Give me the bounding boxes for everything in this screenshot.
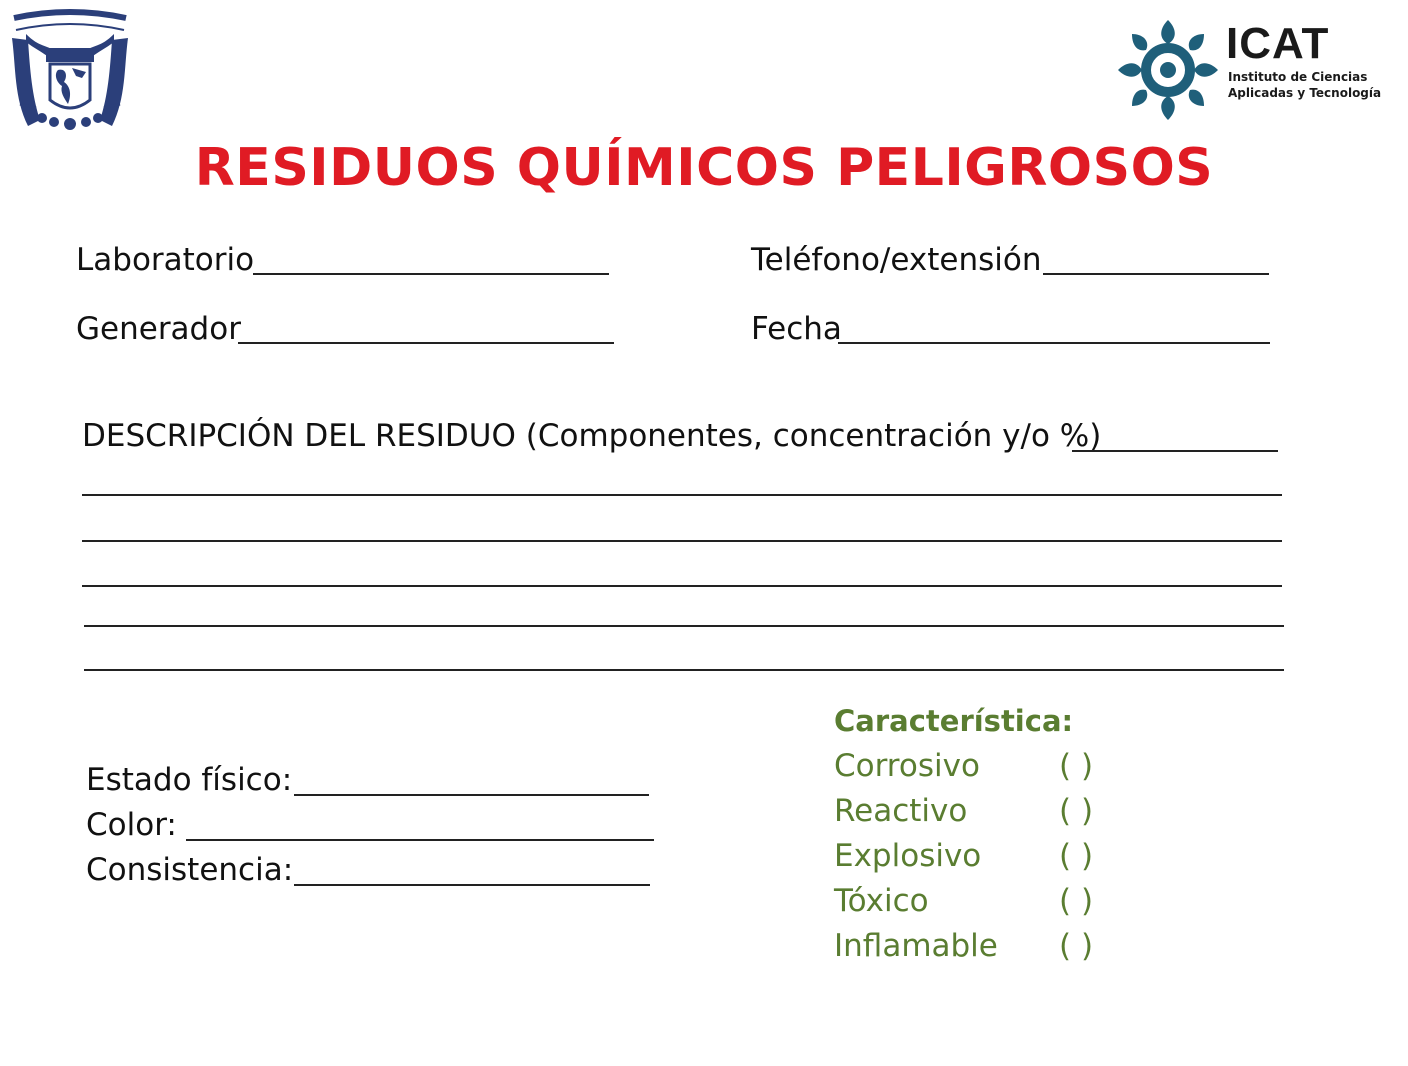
generador-line[interactable] xyxy=(238,342,614,344)
caracteristica-item-explosivo: Explosivo xyxy=(834,838,982,874)
icat-logo-subtitle-1: Instituto de Ciencias xyxy=(1228,70,1368,84)
icat-logo-word: ICAT xyxy=(1226,19,1330,68)
descripcion-line-0[interactable] xyxy=(1072,450,1278,452)
caracteristica-item-inflamable: Inflamable xyxy=(834,928,998,964)
caracteristica-item-toxico: Tóxico xyxy=(834,883,929,919)
telefono-line[interactable] xyxy=(1043,273,1269,275)
caracteristica-item-corrosivo: Corrosivo xyxy=(834,748,980,784)
icat-logo xyxy=(1112,14,1380,134)
laboratorio-line[interactable] xyxy=(253,273,609,275)
generador-label: Generador xyxy=(76,311,241,347)
laboratorio-label: Laboratorio xyxy=(76,242,255,278)
descripcion-line-3[interactable] xyxy=(82,585,1282,587)
color-line[interactable] xyxy=(186,839,654,841)
descripcion-line-2[interactable] xyxy=(82,540,1282,542)
icat-logo-subtitle-2: Aplicadas y Tecnología xyxy=(1228,86,1382,100)
consistencia-line[interactable] xyxy=(294,884,650,886)
unam-seal-icon xyxy=(6,8,134,136)
descripcion-line-5[interactable] xyxy=(84,669,1284,671)
caracteristica-checkbox-toxico[interactable]: ( ) xyxy=(1059,883,1094,919)
telefono-label: Teléfono/extensión xyxy=(751,242,1042,278)
caracteristica-checkbox-inflamable[interactable]: ( ) xyxy=(1059,928,1094,964)
estado-fisico-line[interactable] xyxy=(294,794,649,796)
caracteristica-checkbox-corrosivo[interactable]: ( ) xyxy=(1059,748,1094,784)
fecha-label: Fecha xyxy=(751,311,842,347)
descripcion-label: DESCRIPCIÓN DEL RESIDUO (Componentes, concentración y/o %) xyxy=(82,418,1102,454)
estado-fisico-label: Estado físico: xyxy=(86,762,293,798)
descripcion-line-4[interactable] xyxy=(84,625,1284,627)
caracteristica-item-reactivo: Reactivo xyxy=(834,793,968,829)
form-title: RESIDUOS QUÍMICOS PELIGROSOS xyxy=(194,138,1214,198)
consistencia-label: Consistencia: xyxy=(86,852,294,888)
caracteristica-checkbox-explosivo[interactable]: ( ) xyxy=(1059,838,1094,874)
descripcion-line-1[interactable] xyxy=(82,494,1282,496)
color-label: Color: xyxy=(86,807,177,843)
fecha-line[interactable] xyxy=(838,342,1270,344)
caracteristica-title: Característica: xyxy=(834,704,1074,738)
icat-logo-icon xyxy=(1116,18,1220,122)
caracteristica-checkbox-reactivo[interactable]: ( ) xyxy=(1059,793,1094,829)
